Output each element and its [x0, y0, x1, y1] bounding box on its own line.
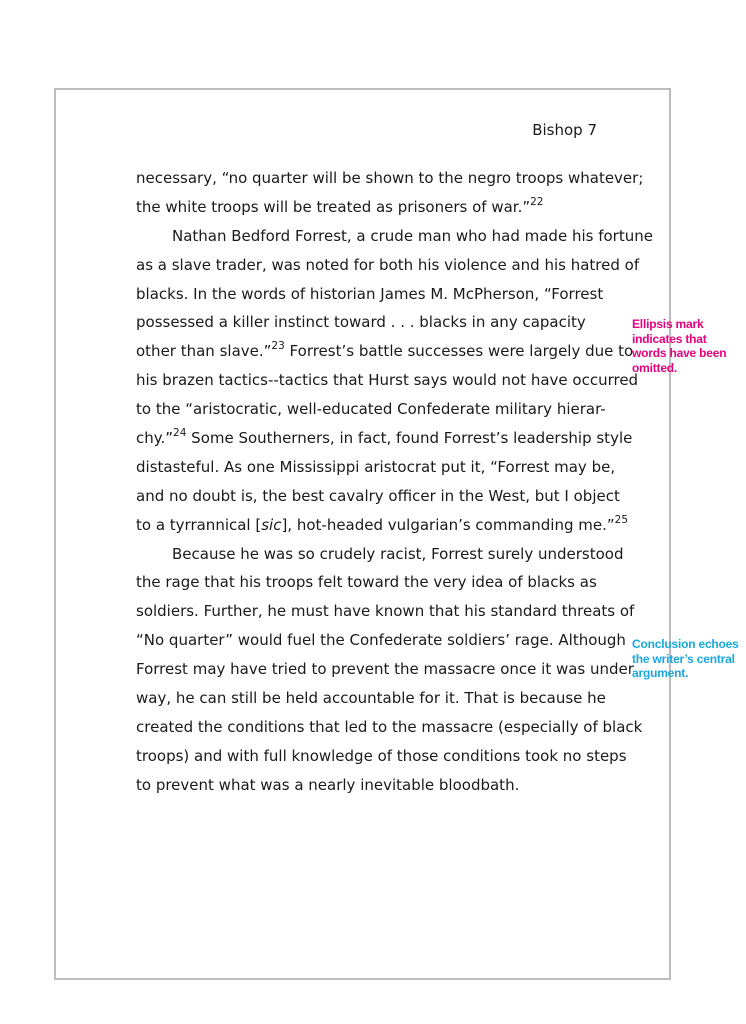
footnote-marker: 25	[614, 513, 629, 526]
text-line: distasteful. As one Mississippi aristocrat put it, “Forrest may be,	[136, 457, 616, 476]
text-line: the rage that his troops felt toward the very idea of blacks as	[136, 573, 597, 592]
annotation-line: Ellipsis mark	[632, 317, 704, 331]
text-line: Forrest may have tried to prevent the massacre once it was under	[136, 660, 634, 679]
text-line	[136, 337, 634, 366]
annotation-line: words have been	[632, 346, 727, 361]
text-line	[136, 424, 633, 453]
sic-italic: sic	[261, 515, 282, 534]
annotation-line: omitted.	[632, 360, 678, 375]
text-segment: ], hot-headed vulgarian’s commanding me.”	[281, 515, 615, 534]
text-line: possessed a killer instinct toward . . . blacks in any capacity	[136, 313, 586, 332]
conclusion-annotation	[632, 637, 744, 681]
text-line: created the conditions that led to the massacre (especially of black	[136, 717, 643, 736]
annotation-line: Conclusion echoes	[632, 637, 739, 651]
annotation-line: the writer’s central	[632, 651, 735, 666]
text-line: way, he can still be held accountable for it. That is because he	[136, 689, 606, 708]
footnote-marker: 24	[173, 427, 187, 440]
annotation-line: indicates that	[632, 331, 707, 346]
text-line: soldiers. Further, he must have known that his standard threats of	[136, 602, 635, 621]
ellipsis-annotation	[632, 317, 744, 375]
text-line: and no doubt is, the best cavalry officer in the West, but I object	[136, 486, 620, 505]
text-line: troops) and with full knowledge of those conditions took no steps	[136, 746, 627, 765]
text-line: necessary, “no quarter will be shown to the negro troops whatever;	[136, 169, 644, 187]
running-head: Bishop 7	[532, 121, 597, 139]
text-segment: the white troops will be treated as prisoners of war.”	[136, 197, 531, 216]
footnote-marker: 23	[271, 340, 285, 353]
text-segment: chy.”	[136, 429, 174, 448]
text-line: as a slave trader, was noted for both his violence and his hatred of	[136, 255, 640, 274]
text-line: his brazen tactics--tactics that Hurst says would not have occurred	[136, 371, 639, 390]
text-line	[136, 511, 629, 540]
text-line: to prevent what was a nearly inevitable bloodbath.	[136, 775, 520, 794]
annotation-line: argument.	[632, 666, 689, 681]
text-line: to the “aristocratic, well-educated Confederate military hierar-	[136, 400, 606, 419]
paragraph-start: Nathan Bedford Forrest, a crude man who had made his fortune	[172, 226, 653, 245]
body-text	[136, 164, 653, 800]
footnote-marker: 22	[530, 195, 544, 208]
paragraph-start: Because he was so crudely racist, Forrest surely understood	[172, 544, 624, 563]
text-line: blacks. In the words of historian James M. McPherson, “Forrest	[136, 284, 604, 303]
text-line	[136, 193, 598, 222]
text-segment: Forrest’s battle successes were largely due to	[284, 342, 634, 361]
text-line: “No quarter” would fuel the Confederate soldiers’ rage. Although	[136, 631, 626, 650]
text-segment: to a tyrrannical [	[136, 515, 262, 534]
text-segment: other than slave.”	[136, 342, 272, 361]
text-segment: Some Southerners, in fact, found Forrest’s leadership style	[186, 429, 633, 448]
